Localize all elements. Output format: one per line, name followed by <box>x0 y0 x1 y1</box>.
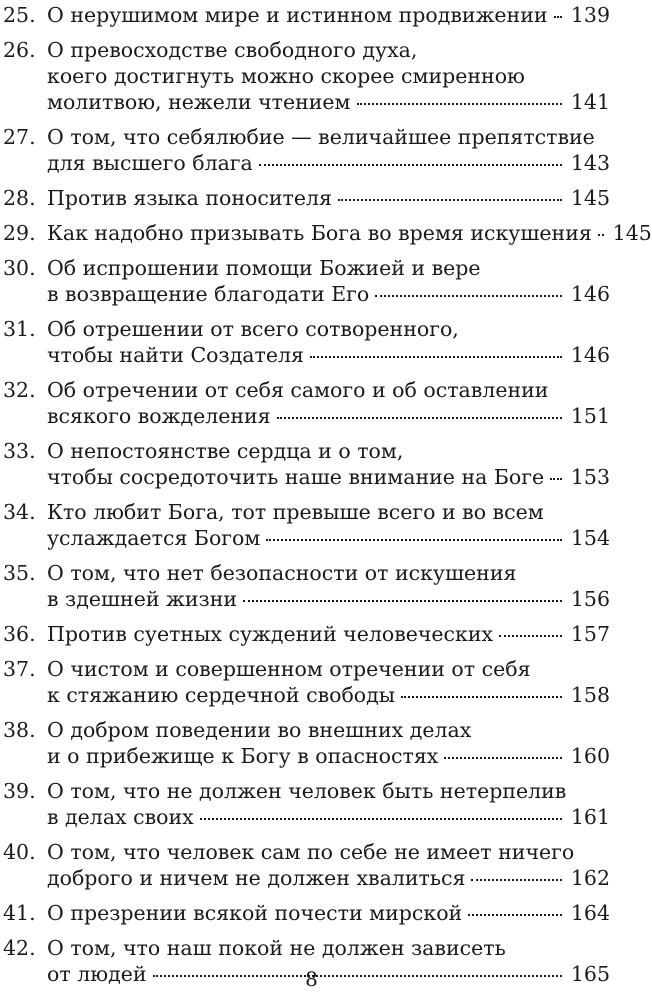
toc-entry[interactable] <box>0 377 610 429</box>
title-line: коего достигнуть можно скорее смиренною <box>47 64 525 88</box>
chapter-title <box>47 377 610 429</box>
toc-entry[interactable] <box>0 656 610 708</box>
chapter-title <box>47 778 610 830</box>
title-last-line <box>47 403 610 429</box>
page-ref: 141 <box>570 90 610 114</box>
dot-leader <box>471 879 562 881</box>
chapter-title <box>47 499 610 551</box>
title-line: и о прибежище к Богу в опасностях <box>47 744 439 768</box>
chapter-number: 25. <box>3 3 36 27</box>
dot-leader <box>200 818 562 820</box>
dot-leader <box>401 696 562 698</box>
table-of-contents <box>0 2 652 996</box>
title-last-line <box>47 342 610 368</box>
chapter-number: 28. <box>3 186 36 210</box>
title-line: чтобы сосредоточить наше внимание на Боге <box>47 465 545 489</box>
chapter-title <box>47 316 610 368</box>
title-line: Об испрошении помощи Божией и вере <box>47 256 481 280</box>
page-ref: 151 <box>570 404 610 428</box>
title-line: Об отрешении от всего сотворенного, <box>47 317 459 341</box>
title-line: О том, что наш покой не должен зависеть <box>47 936 506 960</box>
title-line: О том, что человек сам по себе не имеет ничего <box>47 840 575 864</box>
toc-entry[interactable] <box>0 255 610 307</box>
chapter-number: 26. <box>3 38 36 62</box>
chapter-title <box>47 621 610 647</box>
chapter-number: 31. <box>3 317 36 341</box>
dot-leader <box>259 164 562 166</box>
toc-entry[interactable] <box>0 900 610 926</box>
dot-leader <box>266 539 562 541</box>
chapter-title <box>47 185 610 211</box>
chapter-title <box>47 560 610 612</box>
chapter-number: 29. <box>3 221 36 245</box>
chapter-number: 30. <box>3 256 36 280</box>
chapter-number: 36. <box>3 622 36 646</box>
chapter-title <box>47 839 610 891</box>
toc-entry[interactable] <box>0 37 610 115</box>
chapter-title <box>47 438 610 490</box>
title-line: к стяжанию сердечной свободы <box>47 683 396 707</box>
page-ref: 162 <box>570 866 610 890</box>
title-line: молитвою, нежели чтением <box>47 90 351 114</box>
chapter-title <box>47 900 610 926</box>
toc-entry[interactable] <box>0 717 610 769</box>
title-line: О нерушимом мире и истинном продвижении <box>47 3 548 27</box>
title-line: для высшего блага <box>47 151 253 175</box>
title-line: всякого вожделения <box>47 404 271 428</box>
title-line: Против суетных суждений человеческих <box>47 622 494 646</box>
title-last-line <box>47 586 610 612</box>
title-line: Против языка поносителя <box>47 186 332 210</box>
title-line: Как надобно призывать Бога во время искушения <box>47 221 592 245</box>
page-ref: 165 <box>570 962 610 986</box>
title-last-line <box>47 89 610 115</box>
title-line: в здешней жизни <box>47 587 238 611</box>
chapter-title <box>47 220 652 246</box>
title-line: Об отречении от себя самого и об оставлении <box>47 378 549 402</box>
page-ref: 156 <box>570 587 610 611</box>
title-last-line <box>47 2 610 28</box>
page-ref: 146 <box>570 343 610 367</box>
chapter-title <box>47 2 610 28</box>
title-line: доброго и ничем не должен хвалиться <box>47 866 466 890</box>
toc-entry[interactable] <box>0 839 610 891</box>
page-ref: 146 <box>570 282 610 306</box>
title-line: О превосходстве свободного духа, <box>47 38 418 62</box>
chapter-number: 38. <box>3 718 36 742</box>
page-ref: 164 <box>570 901 610 925</box>
chapter-number: 39. <box>3 779 36 803</box>
dot-leader <box>375 295 562 297</box>
title-last-line <box>47 464 610 490</box>
page-ref: 160 <box>570 744 610 768</box>
page-ref: 153 <box>570 465 610 489</box>
dot-leader <box>277 417 562 419</box>
title-line: чтобы найти Создателя <box>47 343 304 367</box>
title-line: О добром поведении во внешних делах <box>47 718 472 742</box>
title-line: услаждается Богом <box>47 526 261 550</box>
chapter-title <box>47 255 610 307</box>
title-last-line <box>47 900 610 926</box>
toc-entry[interactable] <box>0 778 610 830</box>
page-ref: 157 <box>570 622 610 646</box>
toc-entry[interactable] <box>0 185 610 211</box>
dot-leader <box>550 478 562 480</box>
chapter-number: 42. <box>3 936 36 960</box>
title-last-line <box>47 621 610 647</box>
page-ref: 143 <box>570 151 610 175</box>
title-line: О том, что себялюбие — величайшее препятствие <box>47 125 595 149</box>
title-line: О том, что нет безопасности от искушения <box>47 561 517 585</box>
title-last-line <box>47 281 610 307</box>
title-last-line <box>47 185 610 211</box>
dot-leader <box>310 356 562 358</box>
dot-leader <box>444 757 562 759</box>
chapter-number: 35. <box>3 561 36 585</box>
toc-entry[interactable] <box>0 124 610 176</box>
dot-leader <box>243 600 562 602</box>
chapter-number: 32. <box>3 378 36 402</box>
dot-leader <box>554 16 562 18</box>
dot-leader <box>468 914 562 916</box>
title-line: от людей <box>47 962 147 986</box>
toc-entry[interactable] <box>0 220 652 246</box>
title-line: О непостоянстве сердца и о том, <box>47 439 404 463</box>
chapter-title <box>47 656 610 708</box>
toc-entry[interactable] <box>0 621 610 647</box>
title-last-line <box>47 525 610 551</box>
page-ref: 139 <box>570 3 610 27</box>
title-last-line <box>47 220 652 246</box>
dot-leader <box>598 234 604 236</box>
page-ref: 145 <box>612 221 652 245</box>
title-line: О чистом и совершенном отречении от себя <box>47 657 531 681</box>
title-last-line <box>47 865 610 891</box>
toc-entry[interactable] <box>0 2 610 28</box>
title-last-line <box>47 743 610 769</box>
dot-leader <box>338 199 562 201</box>
title-line: О презрении всякой почести мирской <box>47 901 463 925</box>
chapter-number: 41. <box>3 901 36 925</box>
toc-entry[interactable] <box>0 560 610 612</box>
title-line: О том, что не должен человек быть нетерпелив <box>47 779 567 803</box>
dot-leader <box>357 103 563 105</box>
page-ref: 158 <box>570 683 610 707</box>
chapter-title <box>47 37 610 115</box>
title-line: в возвращение благодати Его <box>47 282 370 306</box>
toc-entry[interactable] <box>0 438 610 490</box>
page-ref: 161 <box>570 805 610 829</box>
page-number: 8 <box>305 967 318 991</box>
title-last-line <box>47 804 610 830</box>
title-last-line <box>47 682 610 708</box>
toc-entry[interactable] <box>0 316 610 368</box>
page-ref: 154 <box>570 526 610 550</box>
chapter-number: 33. <box>3 439 36 463</box>
chapter-number: 37. <box>3 657 36 681</box>
dot-leader <box>499 635 562 637</box>
chapter-number: 27. <box>3 125 36 149</box>
title-line: Кто любит Бога, тот превыше всего и во всем <box>47 500 544 524</box>
toc-entry[interactable] <box>0 499 610 551</box>
chapter-number: 40. <box>3 840 36 864</box>
title-line: в делах своих <box>47 805 194 829</box>
chapter-title <box>47 124 610 176</box>
title-last-line <box>47 150 610 176</box>
page-ref: 145 <box>570 186 610 210</box>
chapter-number: 34. <box>3 500 36 524</box>
chapter-title <box>47 717 610 769</box>
